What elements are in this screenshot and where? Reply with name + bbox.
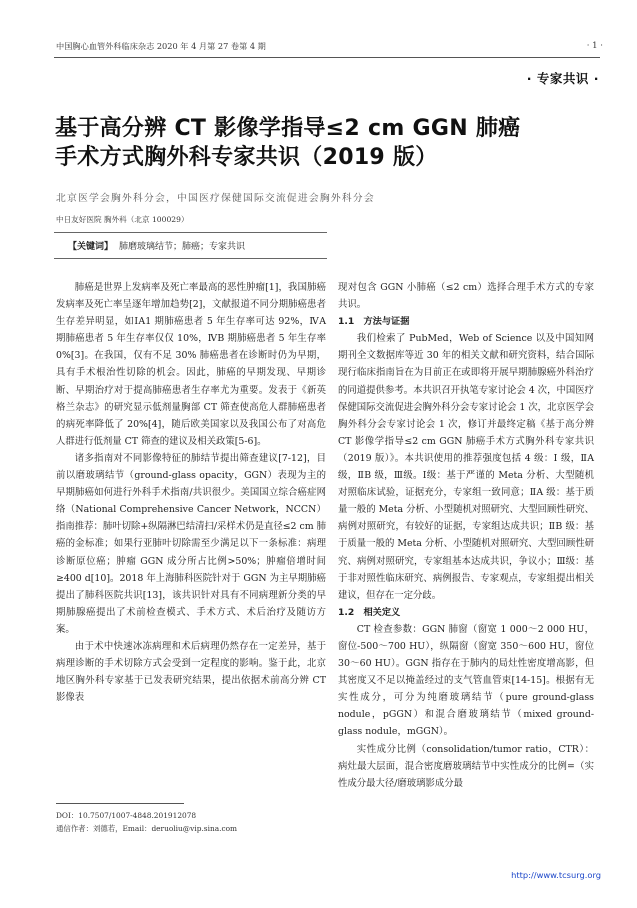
paragraph: 肺癌是世界上发病率及死亡率最高的恶性肿瘤[1]，我国肺癌发病率及死亡率呈逐年增加趋势[2]，文献报道不同分期肺癌患者生存差异明显，如ⅠA1 期肺癌患者 5 年生存率可达 92%，ⅣA 期肺癌患者 5 年生存率仅仅 10%，ⅣB 期肺癌患者 5 年生存率 0%[3]。在我国，仅有不足 30% 肺癌患者在诊断时仍为早期，具有手术根治性切除的机会。因此，肺癌的早期发现、早期诊断、早期治疗对于提高肺癌患者生存率尤为重要。发表于《新英格兰杂志》的研究显示低剂量胸部 CT 筛查使高危人群肺癌患者的病死率降低了 20%[4]，随后欧美国家以及我国公布了对高危人群进行低剂量 CT 筛查的建议及相关政策[5-6]。: [56, 282, 326, 447]
authors: 北京医学会胸外科分会，中国医疗保健国际交流促进会胸外科分会: [56, 193, 375, 204]
paragraph: 由于术中快速冰冻病理和术后病理仍然存在一定差异，基于病理诊断的手术切除方式会受到一定程度的影响。鉴于此，北京地区胸外科专家基于已发表研究结果，提出依据术前高分辨 CT 影像表: [56, 640, 326, 704]
corresponding-author: 通信作者：刘德若，Email：deruoliu@vip.sina.com: [56, 824, 238, 833]
paragraph: 实性成分比例（consolidation/tumor ratio，CTR）：病灶最大层面，混合密度磨玻璃结节中实性成分的比例=（实性成分最大径/磨玻璃影成分最: [338, 743, 594, 789]
journal-url[interactable]: http://www.tcsurg.org: [511, 870, 601, 880]
section-heading-1-1: 1.1 方法与证据: [338, 316, 410, 328]
keywords-rule-bottom: [54, 258, 327, 259]
section-heading-1-2: 1.2 相关定义: [338, 606, 401, 618]
journal-header: 中国胸心血管外科临床杂志 2020 年 4 月第 27 卷第 4 期: [56, 41, 266, 51]
affiliation: 中日友好医院 胸外科（北京 100029）: [56, 215, 189, 224]
paragraph: 诸多指南对不同影像特征的肺结节提出筛查建议[7-12]，目前以磨玻璃结节（ground-glass opacity，GGN）表现为主的早期肺癌如何进行外科手术指南/共识很少。美国国立综合癌症网络（National Comprehensive Cancer Network，NCCN）指南推荐：肺叶切除+纵隔淋巴结清扫/采样术仍是直径≤2 cm 肺癌的金标准；如果行亚肺叶切除需至少满足以下一条标准：病理诊断原位癌；肿瘤 GGN 成分所占比例>50%；肿瘤倍增时间≥400 d[10]。2018 年上海肺科医院针对于 GGN 为主早期肺癌提出了肺科医院共识[13]，该共识针对具有不同病理新分类的早期肺腺癌提出了术前检查模式、手术方式、术后治疗及随访方案。: [56, 452, 326, 635]
title-line-2: 手术方式胸外科专家共识（2019 版）: [55, 145, 438, 170]
right-column: [338, 279, 594, 792]
header-rule: [54, 57, 600, 58]
keywords-rule-top: [54, 232, 327, 233]
paragraph-continued: 现对包含 GGN 小肺癌（≤2 cm）选择合理手术方式的专家共识。: [338, 282, 594, 311]
article-title: [55, 114, 575, 172]
footnote-rule: [56, 803, 184, 804]
keywords-text: 肺磨玻璃结节；肺癌；专家共识: [119, 242, 246, 252]
doi: DOI：10.7507/1007-4848.201912078: [56, 811, 197, 820]
title-line-1: 基于高分辨 CT 影像学指导≤2 cm GGN 肺癌: [55, 116, 521, 141]
paragraph: 我们检索了 PubMed，Web of Science 以及中国知网期刊全文数据库等近 30 年的相关文献和研究资料，结合国际现行临床指南旨在为目前正在或即将开展早期肺腺癌外科治疗的同道提供参考。本共识召开执笔专家讨论会 4 次，中国医疗保健国际交流促进会胸外科分会专家讨论会 1 次，北京医学会胸外科分会专家讨论会 1 次，修订并最终定稿《基于高分辨 CT 影像学指导≤2 cm GGN 肺癌手术方式胸外科专家共识（2019 版）》。本共识使用的推荐强度包括 4 级：Ⅰ 级，ⅡA 级，ⅡB 级，Ⅲ级。Ⅰ级：基于严谨的 Meta 分析、大型随机对照临床试验，证据充分，专家组一致同意；ⅡA 级：基于质量一般的 Meta 分析、小型随机对照研究、大型回顾性研究、病例对照研究，有较好的证据，专家组达成共识；ⅡB 级：基于质量一般的 Meta 分析、小型随机对照研究、大型回顾性研究、病例对照研究，专家组基本达成共识，争议小；Ⅲ级：基于非对照性临床研究、病例报告、专家观点，专家组提出相关建议，但存在一定分歧。: [338, 333, 594, 601]
keywords-label: 【关键词】: [68, 242, 114, 252]
left-column: [56, 279, 326, 706]
paragraph: CT 检查参数：GGN 肺窗（窗宽 1 000～2 000 HU，窗位-500～700 HU），纵隔窗（窗宽 350～600 HU，窗位 30～60 HU）。GGN 指存在于肺内的局灶性密度增高影，但其密度又不足以掩盖经过的支气管血管束[14-15]。根据有无实性成分，可分为纯磨玻璃结节（pure ground-glass nodule，pGGN）和混合磨玻璃结节（mixed ground-glass nodule，mGGN）。: [338, 623, 594, 738]
keywords: [68, 239, 245, 252]
page-number: · 1 ·: [586, 41, 603, 51]
section-tag: · 专家共识 ·: [526, 71, 599, 86]
